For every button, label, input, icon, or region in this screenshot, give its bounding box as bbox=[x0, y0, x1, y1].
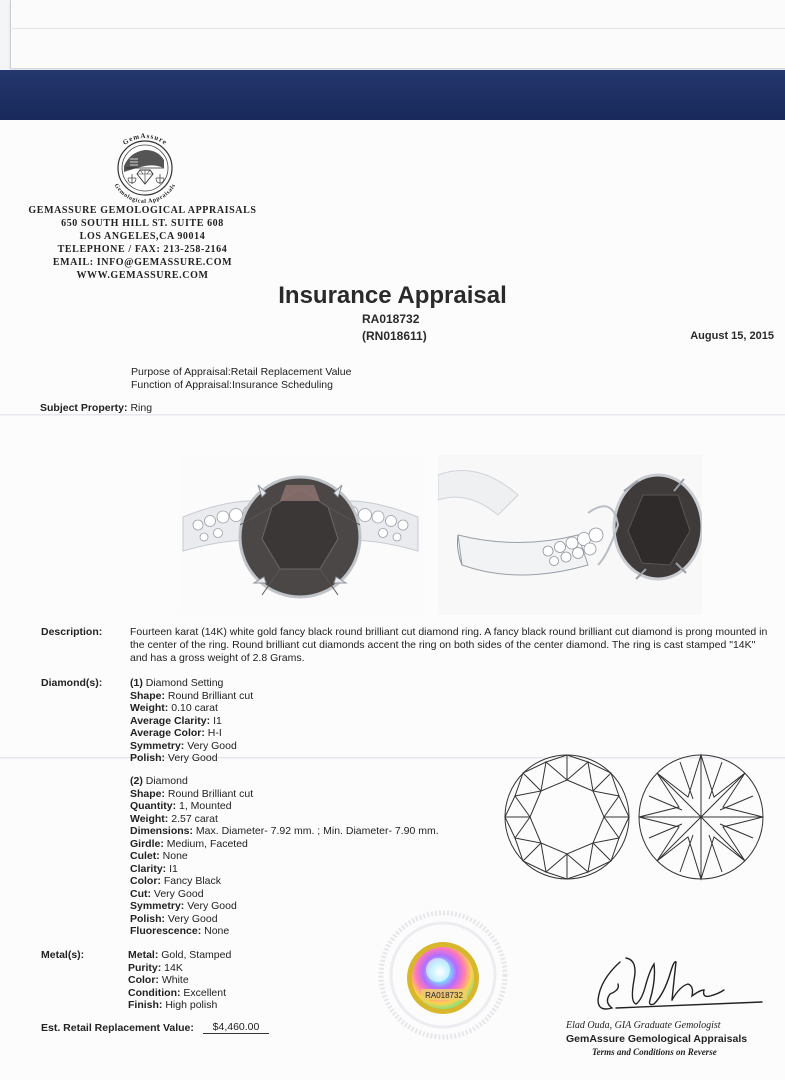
appraisal-date: August 15, 2015 bbox=[690, 330, 774, 342]
center-diamond-title: Diamond bbox=[142, 775, 188, 787]
spec-row bbox=[130, 888, 439, 901]
spec-row bbox=[130, 863, 439, 876]
purpose-line: Purpose of Appraisal:Retail Replacement Value bbox=[131, 366, 352, 378]
spec-key: Fluorescence: bbox=[130, 925, 202, 937]
spec-row bbox=[130, 788, 439, 801]
spec-key: Girdle: bbox=[130, 837, 164, 850]
spec-key: Average Clarity: bbox=[130, 714, 211, 727]
spec-key: Weight: bbox=[130, 702, 169, 714]
spec-row bbox=[130, 850, 439, 863]
description-label: Description: bbox=[41, 626, 103, 638]
spec-row bbox=[130, 702, 253, 715]
spec-value: Very Good bbox=[165, 912, 218, 925]
function-line: Function of Appraisal:Insurance Scheduling bbox=[131, 379, 333, 391]
subject-value: Ring bbox=[127, 402, 153, 414]
spec-key: Color: bbox=[130, 875, 161, 887]
spec-key: Polish: bbox=[130, 912, 166, 925]
spec-row bbox=[130, 752, 253, 765]
svg-text:GemAssure bbox=[121, 132, 169, 147]
company-phone: TELEPHONE / FAX: 213-258-2164 bbox=[57, 244, 228, 255]
spec-value: 14K bbox=[161, 961, 183, 974]
spec-value: Very Good bbox=[184, 900, 237, 912]
terms-link[interactable]: Terms and Conditions on Reverse bbox=[592, 1047, 717, 1057]
spec-row bbox=[130, 825, 439, 838]
spec-key: Symmetry: bbox=[130, 900, 185, 912]
spec-value: Excellent bbox=[180, 986, 227, 999]
ring-photo-side bbox=[438, 455, 702, 615]
spec-value: Fancy Black bbox=[160, 875, 222, 887]
spec-value: Very Good bbox=[165, 752, 218, 764]
spec-row bbox=[130, 875, 439, 888]
diamond-crown-diagram bbox=[500, 752, 634, 882]
metal-rows bbox=[128, 949, 231, 1012]
spec-row bbox=[130, 813, 439, 826]
spec-value: I1 bbox=[166, 862, 178, 875]
spec-key: Average Color: bbox=[130, 727, 205, 739]
spec-value: Round Brilliant cut bbox=[165, 787, 254, 800]
spec-value: 1, Mounted bbox=[176, 800, 232, 812]
spec-value: None bbox=[201, 925, 230, 937]
spec-row bbox=[128, 974, 231, 987]
center-diamond-number: (2) bbox=[130, 775, 143, 787]
spec-row bbox=[130, 727, 253, 740]
spec-row bbox=[130, 715, 253, 728]
spec-value: White bbox=[158, 974, 189, 986]
hologram-seal bbox=[368, 910, 518, 1040]
spec-key: Shape: bbox=[130, 689, 166, 702]
underlying-page-edge bbox=[10, 0, 785, 69]
company-address-1: 650 SOUTH HILL ST. SUITE 608 bbox=[61, 218, 224, 229]
spec-value: 2.57 carat bbox=[168, 812, 218, 825]
spec-row bbox=[130, 838, 439, 851]
metal-label: Metal(s): bbox=[41, 949, 85, 961]
spec-row bbox=[128, 999, 231, 1012]
spec-value: Very Good bbox=[184, 739, 237, 752]
spec-key: Finish: bbox=[128, 999, 163, 1011]
diamond-setting-title: Diamond Setting bbox=[142, 677, 224, 689]
spec-key: Shape: bbox=[130, 787, 166, 800]
spec-row bbox=[128, 949, 231, 962]
spec-key: Purity: bbox=[128, 961, 162, 974]
subject-label: Subject Property: bbox=[40, 402, 128, 414]
seal-text-top: GemAssure bbox=[121, 131, 169, 147]
spec-key: Symmetry: bbox=[130, 739, 185, 752]
spec-value: Gold, Stamped bbox=[158, 949, 232, 961]
diamonds-label: Diamond(s): bbox=[41, 677, 103, 689]
center-diamond-heading bbox=[130, 775, 439, 788]
subject-property bbox=[40, 402, 152, 415]
value-label: Est. Retail Replacement Value: bbox=[41, 1022, 194, 1034]
spec-row bbox=[128, 987, 231, 1000]
diamond-setting-rows bbox=[130, 690, 253, 765]
spec-key: Weight: bbox=[130, 812, 169, 825]
spec-row bbox=[130, 800, 439, 813]
spec-row bbox=[130, 690, 253, 703]
spec-value: Very Good bbox=[151, 887, 204, 900]
diamond-setting-heading bbox=[130, 677, 253, 690]
header-banner bbox=[0, 70, 785, 120]
spec-key: Polish: bbox=[130, 752, 166, 764]
spec-value: High polish bbox=[162, 999, 218, 1011]
spec-value: 0.10 carat bbox=[168, 702, 218, 714]
spec-key: Culet: bbox=[130, 850, 160, 862]
spec-value: I1 bbox=[210, 714, 222, 727]
diamond-setting-number: (1) bbox=[130, 677, 143, 689]
spec-key: Color: bbox=[128, 974, 159, 986]
spec-row bbox=[128, 962, 231, 975]
document-title: Insurance Appraisal bbox=[278, 282, 507, 309]
appraiser-name: Elad Ouda, GIA Graduate Gemologist bbox=[566, 1020, 721, 1031]
appraiser-signature bbox=[590, 950, 765, 1018]
spec-value: Max. Diameter- 7.92 mm. ; Min. Diameter- 7.90 mm. bbox=[193, 825, 439, 837]
description-text: Fourteen karat (14K) white gold fancy black round brilliant cut diamond ring. A fancy black round brilliant cut diamond is prong mounted in the center of the ring. Round brilliant cut diamonds accent the ring on both sides of the center diamond. The ring is cast stamped "14K" and has a gross weight of 2.8 Grams. bbox=[130, 626, 768, 664]
spec-key: Quantity: bbox=[130, 800, 177, 812]
diamond-pavilion-diagram bbox=[634, 752, 768, 882]
company-address-2: LOS ANGELES,CA 90014 bbox=[79, 231, 206, 242]
spec-value: Medium, Faceted bbox=[163, 837, 248, 850]
spec-key: Metal: bbox=[128, 949, 159, 961]
spec-key: Dimensions: bbox=[130, 825, 194, 837]
ring-photo-front bbox=[178, 455, 423, 615]
spec-key: Clarity: bbox=[130, 862, 167, 875]
company-block bbox=[20, 204, 265, 282]
spec-row bbox=[130, 740, 253, 753]
spec-value: Round Brilliant cut bbox=[165, 689, 254, 702]
appraisal-number: RA018732 bbox=[362, 312, 420, 326]
company-website: WWW.GEMASSURE.COM bbox=[76, 270, 209, 281]
spec-key: Cut: bbox=[130, 887, 151, 900]
spec-key: Condition: bbox=[128, 986, 181, 999]
spec-value: H-I bbox=[204, 727, 222, 739]
reference-number: (RN018611) bbox=[362, 329, 427, 343]
company-email: EMAIL: INFO@GEMASSURE.COM bbox=[52, 257, 233, 268]
value-amount: $4,460.00 bbox=[203, 1021, 269, 1034]
diamond-setting-block bbox=[130, 677, 253, 765]
seal-text-bottom: Gemological Appraisals bbox=[112, 182, 178, 206]
underlying-page-line bbox=[10, 28, 785, 29]
gemassure-seal-logo bbox=[100, 128, 190, 212]
metal-block bbox=[128, 949, 231, 1012]
appraiser-company: GemAssure Gemological Appraisals bbox=[566, 1033, 748, 1045]
company-name: GEMASSURE GEMOLOGICAL APPRAISALS bbox=[28, 205, 257, 216]
hologram-code: RA018732 bbox=[425, 991, 463, 1000]
spec-value: None bbox=[159, 850, 188, 862]
